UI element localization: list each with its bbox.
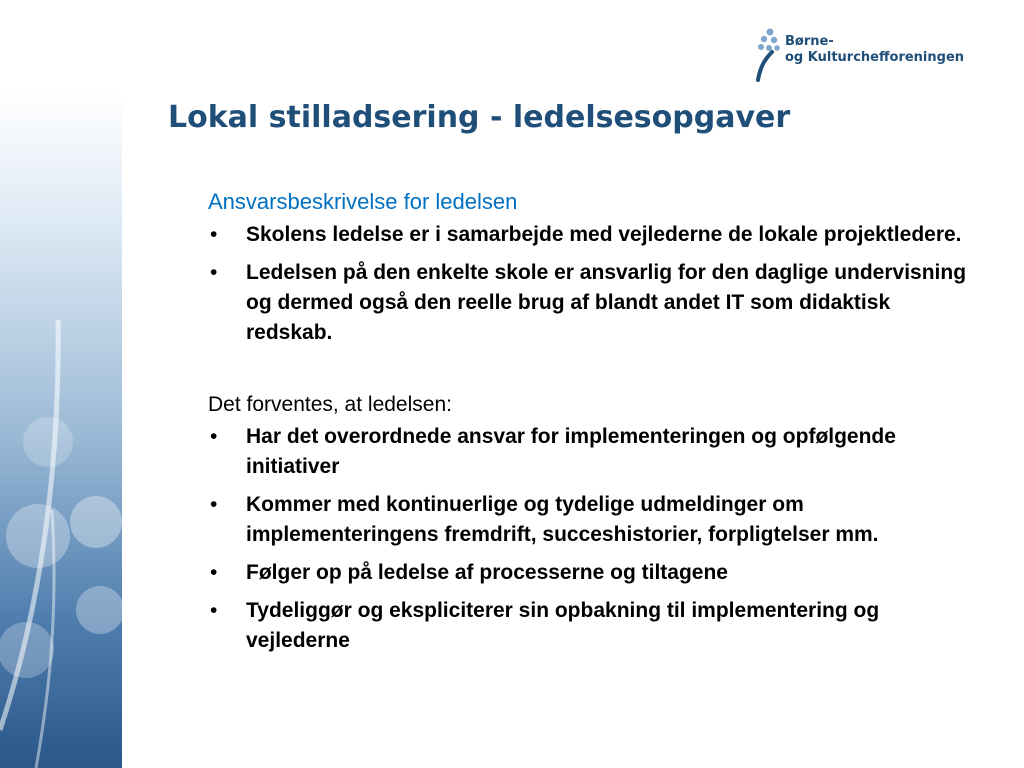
- logo: [750, 26, 965, 82]
- bullet-marker: •: [210, 599, 218, 622]
- list-item-text: Skolens ledelse er i samarbejde med vejlederne de lokale projektledere.: [246, 223, 962, 246]
- list-item: [208, 490, 978, 550]
- spacer: [208, 356, 978, 388]
- slide-title: Lokal stilladsering - ledelsesopgaver: [168, 100, 791, 135]
- list-item-text: Følger op på ledelse af processerne og tiltagene: [246, 561, 728, 584]
- list-item: [208, 220, 978, 250]
- list-item: [208, 596, 978, 656]
- section-heading-expectations: Det forventes, at ledelsen:: [208, 393, 452, 416]
- decorative-sidebar: [0, 90, 122, 768]
- bullet-list-responsibility: [208, 220, 978, 348]
- bullet-marker: •: [210, 493, 218, 516]
- bullet-marker: •: [210, 425, 218, 448]
- list-item-text: Har det overordnede ansvar for implementeringen og opfølgende initiativer: [246, 425, 896, 478]
- list-item: [208, 558, 978, 588]
- list-item-text: Tydeliggør og ekspliciterer sin opbakning til implementering og vejlederne: [246, 599, 880, 652]
- list-item-text: Ledelsen på den enkelte skole er ansvarlig for den daglige undervisning og dermed også den reelle brug af blandt andet IT som didaktisk redskab.: [246, 261, 967, 344]
- list-item: [208, 258, 978, 348]
- logo-line-1: Børne-: [785, 34, 834, 49]
- logo-wordmark: [785, 34, 964, 66]
- figure-dots-icon: [750, 26, 784, 82]
- bullet-list-expectations: [208, 422, 978, 656]
- slide-body: [208, 184, 978, 664]
- sidebar-circles-graphic: [0, 90, 122, 768]
- bullet-marker: •: [210, 561, 218, 584]
- logo-line-2: og Kulturchefforeningen: [785, 50, 965, 65]
- bullet-marker: •: [210, 261, 218, 284]
- list-item-text: Kommer med kontinuerlige og tydelige udmeldinger om implementeringens fremdrift, succeshistorier, forpligtelser mm.: [246, 493, 879, 546]
- section-heading-responsibility: Ansvarsbeskrivelse for ledelsen: [208, 189, 518, 214]
- list-item: [208, 422, 978, 482]
- bullet-marker: •: [210, 223, 218, 246]
